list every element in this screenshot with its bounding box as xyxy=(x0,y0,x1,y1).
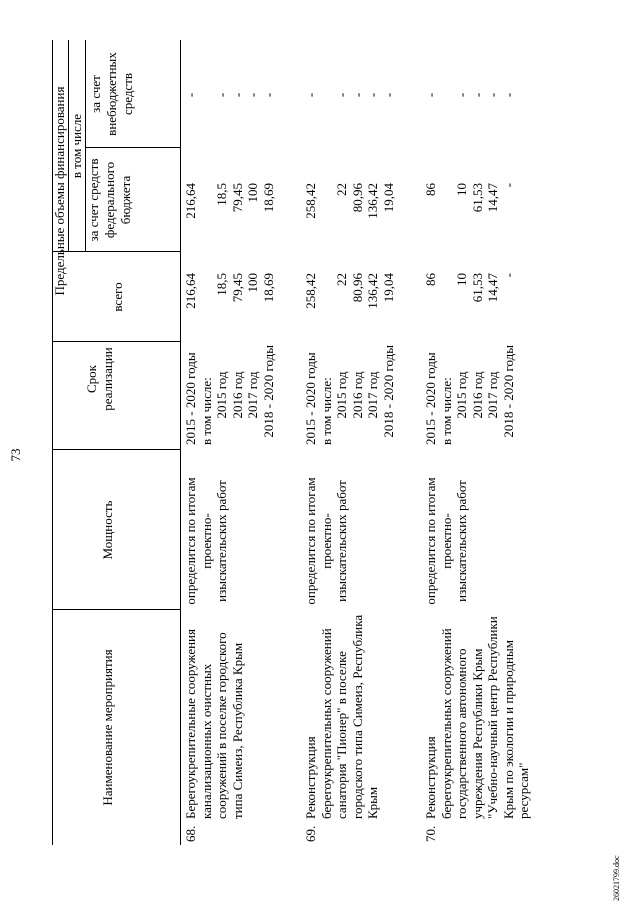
page-number: 73 xyxy=(8,448,23,462)
row-capacity: определится по итогам проектно-изыскательских работ xyxy=(303,477,349,605)
header-total: всего xyxy=(110,282,125,312)
row-number: 70. xyxy=(423,825,438,842)
row-total: 258,42 22 80,96 136,42 19,04 xyxy=(303,273,396,309)
header-capacity: Мощность xyxy=(100,500,115,560)
row-name: Реконструкция берегоукрепительных сооружений государственного автономного учреждения Республики Крым "Учебно-научный центр Республики Крым по экологии и природным ресурсам" xyxy=(423,616,531,819)
header-name: Наименование мероприятия xyxy=(100,649,115,806)
row-extrabudget: - - - - - xyxy=(423,92,516,98)
row-capacity: определится по итогам проектно-изыскательских работ xyxy=(183,477,229,605)
row-total: 216,64 18,5 79,45 100 18,69 xyxy=(183,273,276,309)
header-limits: Предельные объемы финансирования xyxy=(52,86,67,296)
row-extrabudget: - - - - - xyxy=(303,92,396,98)
row-number: 69. xyxy=(303,825,318,842)
row-federal: 258,42 22 80,96 136,42 19,04 xyxy=(303,183,396,219)
row-periods: 2015 - 2020 годы в том числе: 2015 год 2016 год 2017 год 2018 - 2020 годы xyxy=(183,345,276,445)
row-periods: 2015 - 2020 годы в том числе: 2015 год 2016 год 2017 год 2018 - 2020 годы xyxy=(303,345,396,445)
row-capacity: определится по итогам проектно-изыскательских работ xyxy=(423,477,469,605)
row-total: 86 10 61,53 14,47 - xyxy=(423,273,516,303)
row-federal: 216,64 18,5 79,45 100 18,69 xyxy=(183,183,276,219)
header-period: Срок реализации xyxy=(84,347,115,411)
row-periods: 2015 - 2020 годы в том числе: 2015 год 2016 год 2017 год 2018 - 2020 годы xyxy=(423,345,516,445)
header-bottom-border xyxy=(180,40,181,845)
col-divider-1 xyxy=(52,609,180,610)
col-divider-2 xyxy=(52,449,180,450)
row-name: Берегоукрепительные сооружения канализационных очистных сооружений в поселке городского типа Симеиз, Республика Крым xyxy=(183,629,245,819)
footer-file-code: 26021799.doc xyxy=(612,855,621,901)
row-extrabudget: - - - - - xyxy=(183,92,276,98)
row-number: 68. xyxy=(183,825,198,842)
row-name: Реконструкция берегоукрепительных сооружений санатория "Пионер" в поселке городского типа Симеиз, Республика Крым xyxy=(303,614,380,819)
header-including: в том числе xyxy=(69,113,84,179)
header-extrabudget: за счет внебюджетных средств xyxy=(88,52,135,136)
header-federal: за счет средств федерального бюджета xyxy=(86,158,133,242)
row-federal: 86 10 61,53 14,47 - xyxy=(423,183,516,213)
